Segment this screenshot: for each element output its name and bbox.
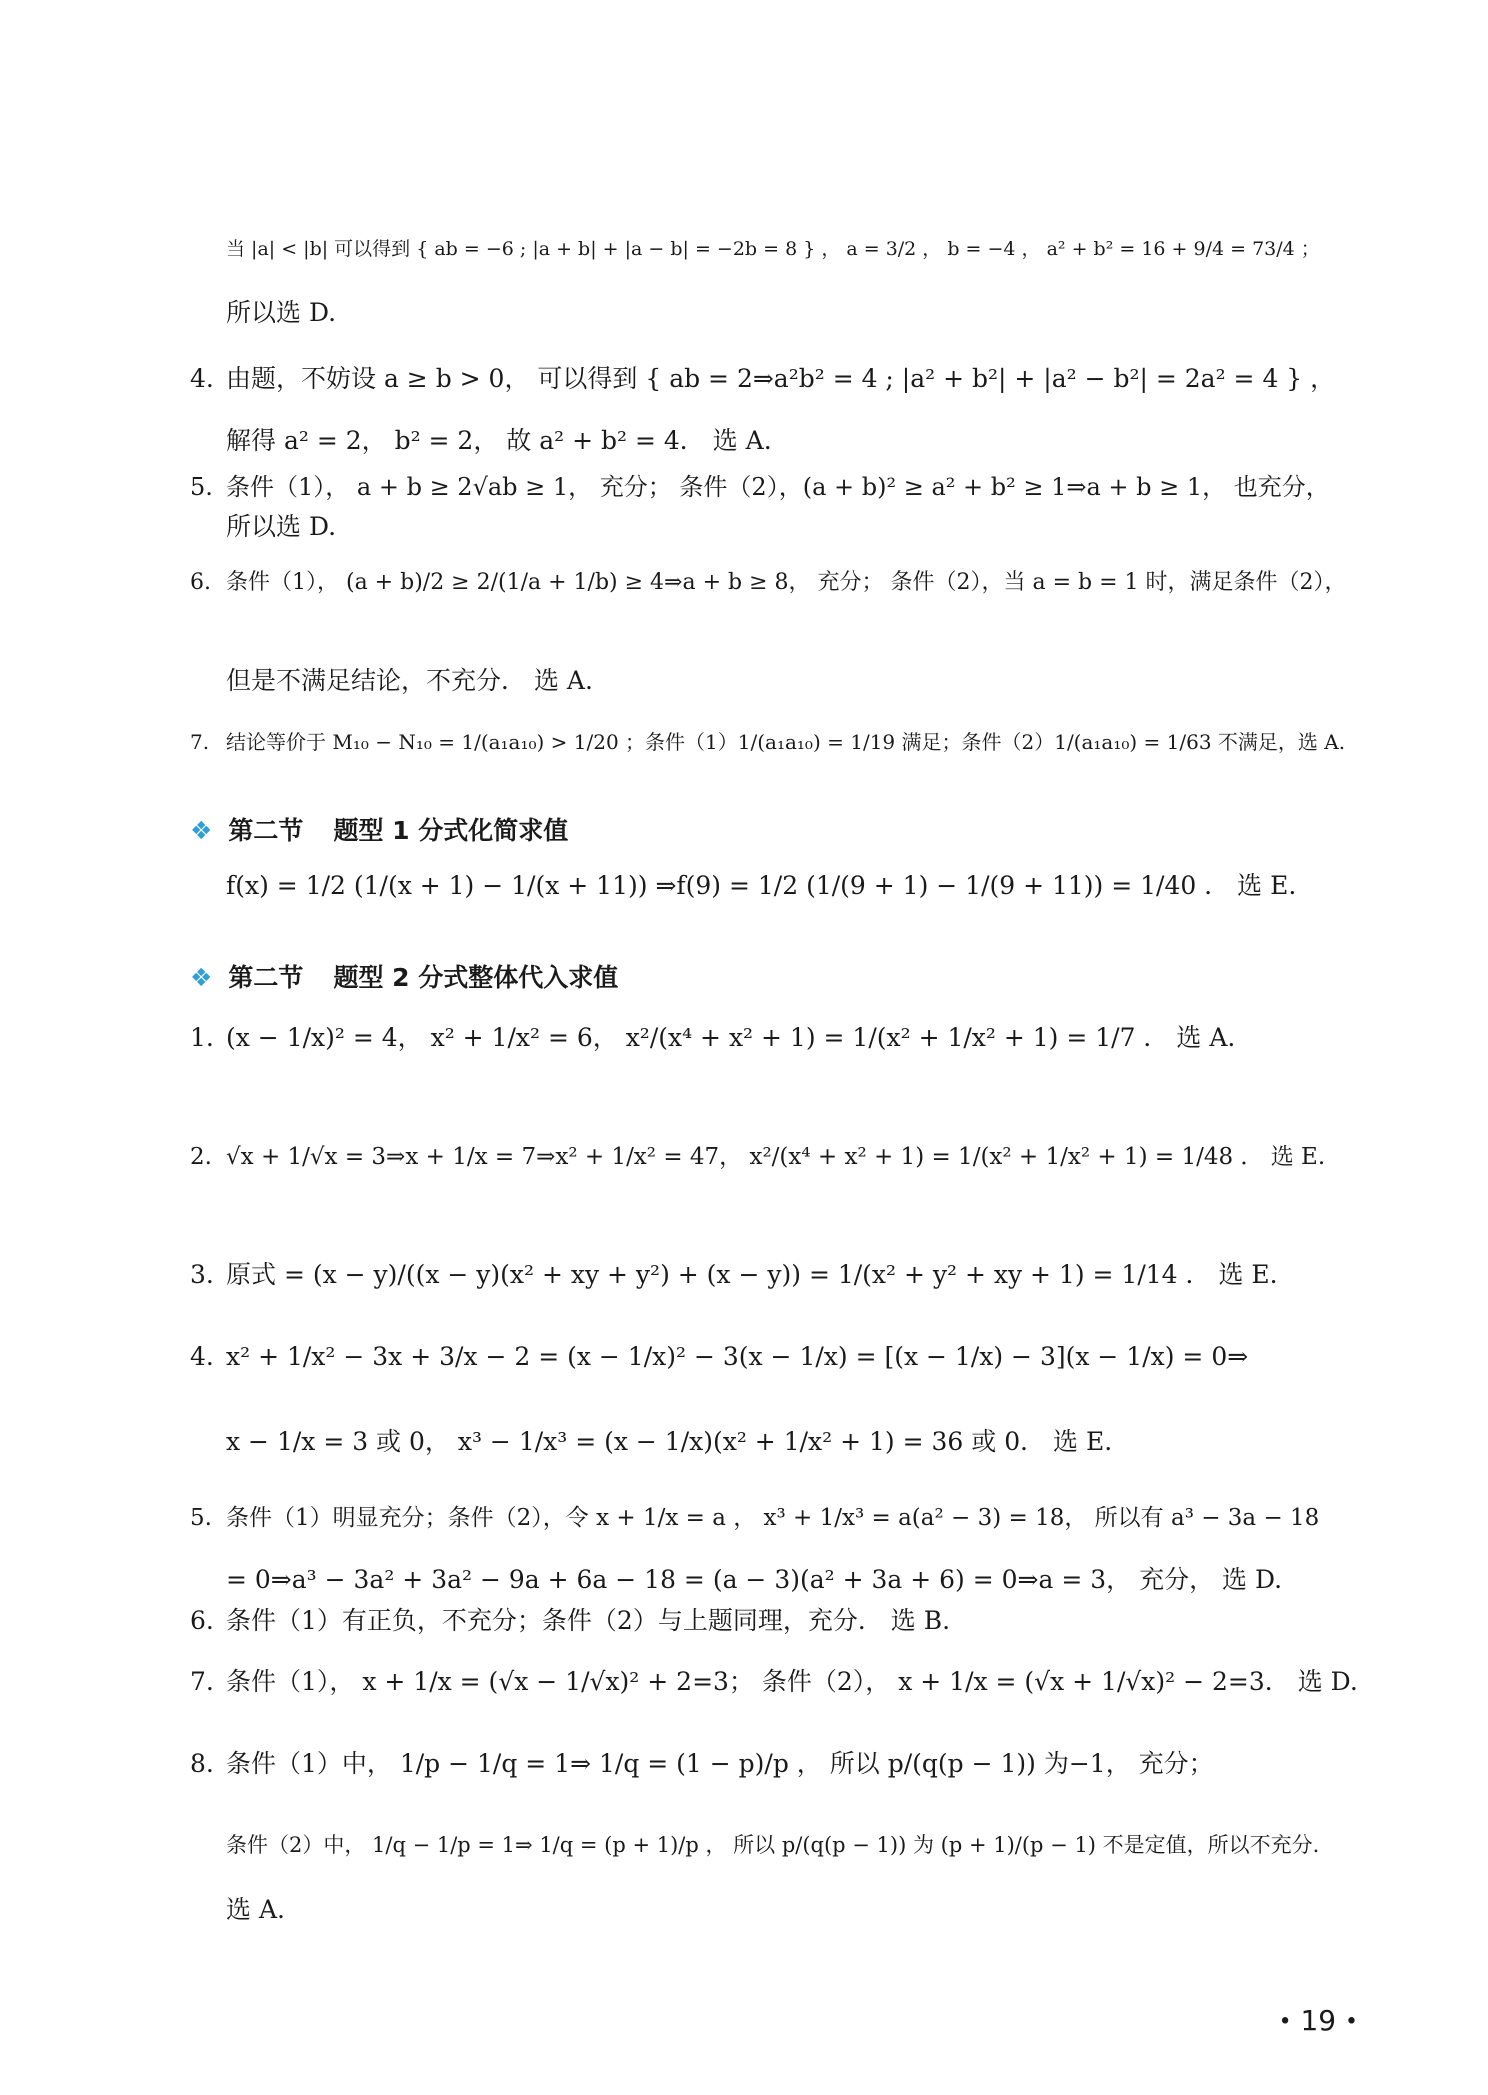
text-line: 所以选 D. [226, 512, 337, 541]
text-line: 但是不满足结论，不充分． 选 A. [226, 666, 593, 695]
diamond-bullet-icon: ❖ [190, 963, 213, 992]
section-heading-2: ❖ 第二节 题型 2 分式整体代入求值 [190, 963, 619, 992]
answer-item-6b: 6. 条件（1）有正负，不充分；条件（2）与上题同理，充分． 选 B. [190, 1604, 1358, 1638]
answer-item-5b: 5. 条件（1）明显充分；条件（2），令 x + 1/x = a ， x³ + 1/x³ = a(a² − 3) = 18， 所以有 a³ − 3a − 18 [190, 1501, 1358, 1535]
item-number: 7. [190, 1667, 214, 1696]
page-number: • 19 • [1278, 2004, 1358, 2037]
text-line: f(x) = 1/2 (1/(x + 1) − 1/(x + 11)) ⇒f(9) = 1/2 (1/(9 + 1) − 1/(9 + 11)) = 1/40 ． 选 E. [226, 871, 1297, 900]
answer-item-7b: 7. 条件（1）， x + 1/x = (√x − 1/√x)² + 2=3； 条件（2）， x + 1/x = (√x + 1/√x)² − 2=3． 选 D. [190, 1665, 1358, 1699]
item-number: 4. [190, 364, 214, 393]
text-line: 当 |a| < |b| 可以得到 { ab = −6 ; |a + b| + |a − b| = −2b = 8 } ， a = 3/2 ， b = −4 ， a² + b² = 16 + 9/4 = 73/4 ； [226, 238, 1320, 260]
text-line: x − 1/x = 3 或 0， x³ − 1/x³ = (x − 1/x)(x² + 1/x² + 1) = 36 或 0． 选 E. [226, 1427, 1113, 1456]
section-heading-1: ❖ 第二节 题型 1 分式化简求值 [190, 816, 569, 845]
answer-item-3: 3. 原式 = (x − y)/((x − y)(x² + xy + y²) + (x − y)) = 1/(x² + y² + xy + 1) = 1/14 ． 选 E. [190, 1258, 1358, 1292]
text-line: 选 A. [226, 1895, 285, 1924]
answer-item-4b: 4. x² + 1/x² − 3x + 3/x − 2 = (x − 1/x)² − 3(x − 1/x) = [(x − 1/x) − 3](x − 1/x) = 0⇒ [190, 1340, 1358, 1374]
item-number: 2. [190, 1144, 212, 1170]
item-number: 8. [190, 1749, 214, 1778]
item-number: 6. [190, 570, 211, 595]
item-number: 7. [190, 730, 210, 754]
answer-item-4: 4. 由题，不妨设 a ≥ b > 0， 可以得到 { ab = 2⇒a²b² = 4 ; |a² + b²| + |a² − b²| = 2a² = 4 } ， [190, 362, 1358, 396]
text-line: = 0⇒a³ − 3a² + 3a² − 9a + 6a − 18 = (a − 3)(a² + 3a + 6) = 0⇒a = 3， 充分， 选 D. [226, 1565, 1283, 1594]
answer-item-5: 5. 条件（1）， a + b ≥ 2√ab ≥ 1， 充分； 条件（2），(a + b)² ≥ a² + b² ≥ 1⇒a + b ≥ 1， 也充分， [190, 470, 1358, 504]
item-number: 1. [190, 1023, 214, 1052]
item-number: 3. [190, 1260, 214, 1289]
item-number: 6. [190, 1606, 214, 1635]
item-number: 5. [190, 473, 213, 501]
answer-item-6: 6. 条件（1）， (a + b)/2 ≥ 2/(1/a + 1/b) ≥ 4⇒a + b ≥ 8， 充分； 条件（2），当 a = b = 1 时，满足条件（2）， [190, 566, 1358, 600]
text-line: 条件（2）中， 1/q − 1/p = 1⇒ 1/q = (p + 1)/p ， 所以 p/(q(p − 1)) 为 (p + 1)/(p − 1) 不是定值，所以不充分. [226, 1833, 1320, 1857]
diamond-bullet-icon: ❖ [190, 816, 213, 845]
answer-item-1: 1. (x − 1/x)² = 4， x² + 1/x² = 6， x²/(x⁴ + x² + 1) = 1/(x² + 1/x² + 1) = 1/7 ． 选 A. [190, 1021, 1358, 1055]
item-number: 5. [190, 1505, 212, 1531]
answer-item-7: 7. 结论等价于 M₁₀ − N₁₀ = 1/(a₁a₁₀) > 1/20 ；条件（1）1/(a₁a₁₀) = 1/19 满足；条件（2）1/(a₁a₁₀) = 1/63 不满足，选 A. [190, 725, 1358, 759]
item-number: 4. [190, 1342, 214, 1371]
answer-item-2: 2. √x + 1/√x = 3⇒x + 1/x = 7⇒x² + 1/x² = 47， x²/(x⁴ + x² + 1) = 1/(x² + 1/x² + 1) = 1/48 ． 选 E. [190, 1140, 1358, 1174]
answer-item-8: 8. 条件（1）中， 1/p − 1/q = 1⇒ 1/q = (1 − p)/p ， 所以 p/(q(p − 1)) 为−1， 充分； [190, 1747, 1358, 1781]
text-line: 所以选 D. [226, 298, 337, 327]
text-line: 解得 a² = 2， b² = 2， 故 a² + b² = 4． 选 A. [226, 426, 772, 455]
